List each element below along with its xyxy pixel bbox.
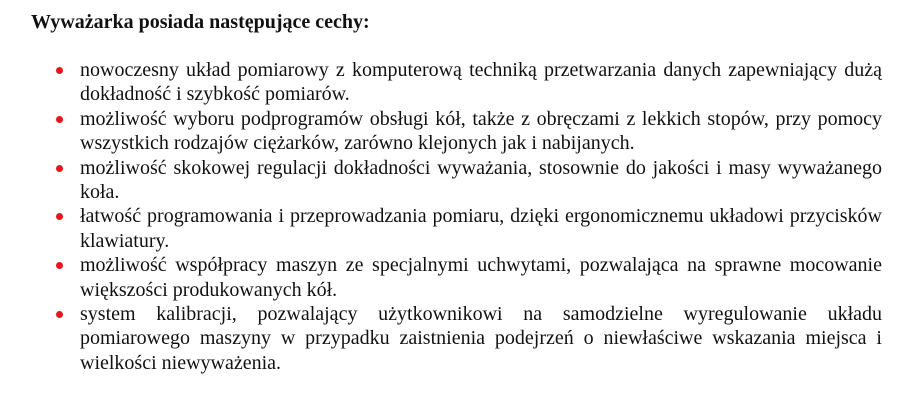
feature-item	[54, 204, 882, 253]
bullet-icon	[56, 311, 63, 318]
feature-item	[54, 107, 882, 156]
bullet-icon	[56, 116, 63, 123]
section-heading: Wyważarka posiada następujące cechy:	[31, 11, 370, 33]
feature-item	[54, 58, 882, 107]
bullet-icon	[56, 165, 63, 172]
feature-text: łatwość programowania i przeprowadzania pomiaru, dzięki ergonomicznemu układowi przycisków klawiatury.	[80, 205, 882, 252]
feature-text: możliwość współpracy maszyn ze specjalnymi uchwytami, pozwalająca na sprawne mocowanie większości produkowanych kół.	[80, 254, 882, 301]
feature-item	[54, 156, 882, 205]
feature-list	[54, 58, 882, 375]
feature-text: możliwość skokowej regulacji dokładności wyważania, stosownie do jakości i masy wyważanego koła.	[80, 156, 882, 204]
bullet-icon	[56, 213, 63, 220]
feature-text: możliwość wyboru podprogramów obsługi kół, także z obręczami z lekkich stopów, przy pomocy wszystkich rodzajów ciężarków, zarówno klejonych jak i nabijanych.	[80, 107, 882, 155]
feature-text: nowoczesny układ pomiarowy z komputerową techniką przetwarzania danych zapewniający dużą dokładność i szybkość pomiarów.	[80, 59, 882, 106]
feature-item	[54, 253, 882, 302]
bullet-icon	[56, 67, 63, 74]
feature-text: system kalibracji, pozwalający użytkownikowi na samodzielne wyregulowanie układu pomiarowego maszyny w przypadku zaistnienia podejrzeń o niewłaściwe wskazania miejsca i wielkości niewyważenia.	[80, 303, 882, 374]
feature-item	[54, 302, 882, 375]
bullet-icon	[56, 262, 63, 269]
